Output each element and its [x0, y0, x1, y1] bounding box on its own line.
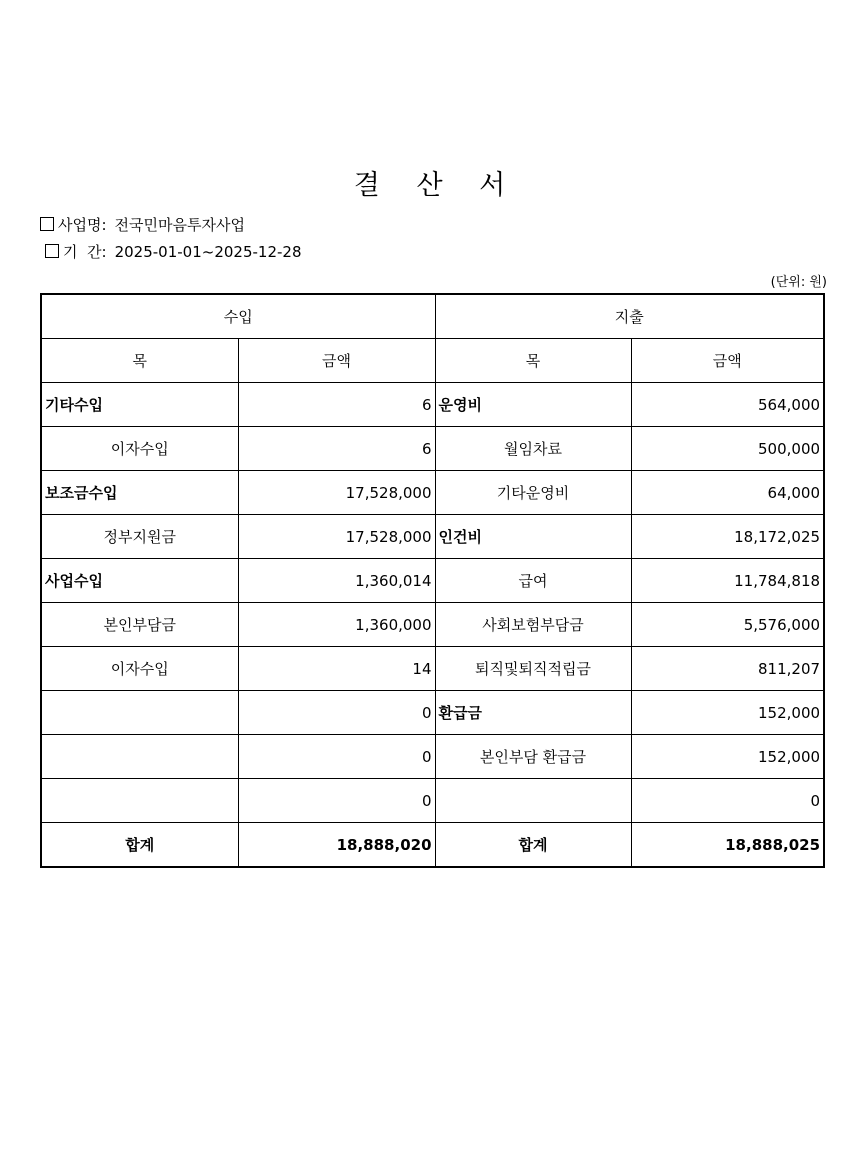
- table-row: [41, 691, 824, 735]
- expense-amount-cell: 152,000: [631, 691, 824, 735]
- table-row: [41, 647, 824, 691]
- income-total-label: 합계: [41, 823, 238, 868]
- income-amount-cell: 17,528,000: [238, 515, 435, 559]
- income-total-amount: 18,888,020: [238, 823, 435, 868]
- income-header: 수입: [41, 294, 435, 339]
- income-item-cell: 이자수입: [41, 427, 238, 471]
- expense-amount-cell: 500,000: [631, 427, 824, 471]
- checkbox-square-icon: [45, 244, 59, 258]
- expense-amount-cell: 564,000: [631, 383, 824, 427]
- income-item-header: 목: [41, 339, 238, 383]
- expense-amount-cell: 811,207: [631, 647, 824, 691]
- income-item-cell: 본인부담금: [41, 603, 238, 647]
- table-row: [41, 735, 824, 779]
- expense-amount-cell: 152,000: [631, 735, 824, 779]
- table-row: [41, 603, 824, 647]
- income-item-cell: 정부지원금: [41, 515, 238, 559]
- income-amount-cell: 0: [238, 779, 435, 823]
- header-row: [41, 294, 824, 339]
- expense-item-cell: 운영비: [435, 383, 631, 427]
- expense-amount-cell: 5,576,000: [631, 603, 824, 647]
- income-amount-cell: 0: [238, 735, 435, 779]
- income-item-cell: [41, 691, 238, 735]
- table-row: [41, 427, 824, 471]
- period-line: [45, 241, 302, 262]
- income-amount-cell: 6: [238, 383, 435, 427]
- business-name-line: [40, 214, 245, 235]
- income-amount-cell: 6: [238, 427, 435, 471]
- income-item-cell: 이자수입: [41, 647, 238, 691]
- table-row: [41, 383, 824, 427]
- document-title: 결 산 서: [353, 170, 520, 201]
- settlement-table: [40, 293, 825, 868]
- expense-item-cell: 본인부담 환급금: [435, 735, 631, 779]
- income-item-cell: 보조금수입: [41, 471, 238, 515]
- income-amount-cell: 1,360,014: [238, 559, 435, 603]
- subheader-row: [41, 339, 824, 383]
- expense-item-cell: 환급금: [435, 691, 631, 735]
- expense-item-cell: 퇴직및퇴직적립금: [435, 647, 631, 691]
- expense-total-amount: 18,888,025: [631, 823, 824, 868]
- income-amount-cell: 14: [238, 647, 435, 691]
- income-item-cell: [41, 735, 238, 779]
- unit-note: (단위: 원): [770, 275, 827, 290]
- expense-item-cell: 기타운영비: [435, 471, 631, 515]
- business-name: 전국민마음투자사업: [114, 216, 245, 234]
- expense-amount-cell: 18,172,025: [631, 515, 824, 559]
- table-row: [41, 559, 824, 603]
- table-row: [41, 471, 824, 515]
- table-row: [41, 515, 824, 559]
- total-row: [41, 823, 824, 868]
- income-amount-header: 금액: [238, 339, 435, 383]
- expense-header: 지출: [435, 294, 824, 339]
- period-label: 기 간:: [63, 243, 107, 261]
- income-amount-cell: 0: [238, 691, 435, 735]
- checkbox-square-icon: [40, 217, 54, 231]
- expense-amount-cell: 64,000: [631, 471, 824, 515]
- expense-item-cell: [435, 779, 631, 823]
- expense-amount-cell: 11,784,818: [631, 559, 824, 603]
- income-item-cell: 사업수입: [41, 559, 238, 603]
- expense-item-cell: 급여: [435, 559, 631, 603]
- expense-amount-header: 금액: [631, 339, 824, 383]
- expense-total-label: 합계: [435, 823, 631, 868]
- expense-item-cell: 인건비: [435, 515, 631, 559]
- income-amount-cell: 17,528,000: [238, 471, 435, 515]
- expense-item-cell: 월임차료: [435, 427, 631, 471]
- income-amount-cell: 1,360,000: [238, 603, 435, 647]
- period-value: 2025-01-01~2025-12-28: [114, 243, 302, 261]
- income-item-cell: 기타수입: [41, 383, 238, 427]
- expense-item-header: 목: [435, 339, 631, 383]
- income-item-cell: [41, 779, 238, 823]
- expense-item-cell: 사회보험부담금: [435, 603, 631, 647]
- business-label: 사업명:: [58, 216, 107, 234]
- expense-amount-cell: 0: [631, 779, 824, 823]
- table-row: [41, 779, 824, 823]
